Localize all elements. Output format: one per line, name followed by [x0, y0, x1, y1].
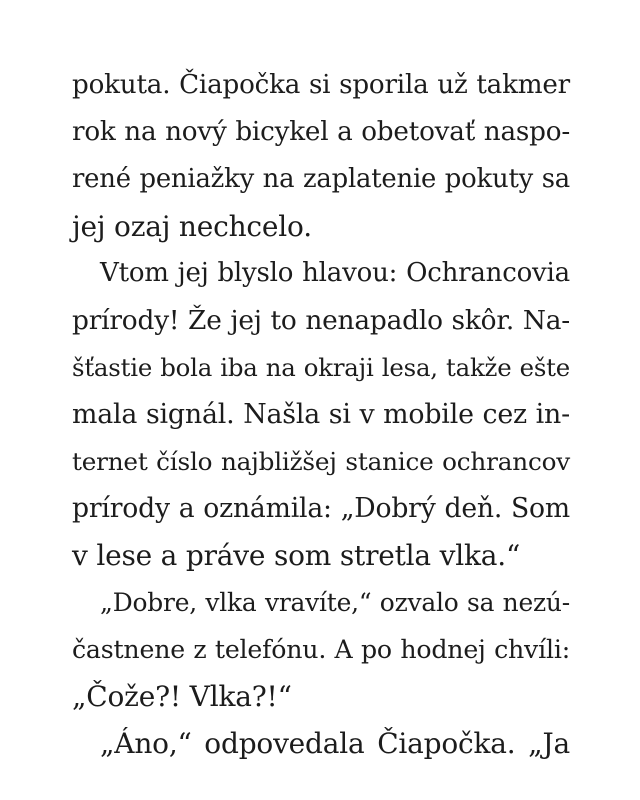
text-line: častnene z telefónu. A po hodnej chvíli: [72, 635, 570, 664]
text-line: ternet číslo najbližšej stanice ochrancov [72, 447, 570, 476]
text-line: Vtom jej blyslo hlavou: Ochrancovia [100, 258, 570, 288]
text-line: rok na nový bicykel a obetovať naspo- [72, 117, 570, 147]
text-line: šťastie bola iba na okraji lesa, takže ešte [72, 353, 570, 382]
text-line: jej ozaj nechcelo. [72, 210, 312, 243]
text-line: „Dobre, vlka vravíte,“ ozvalo sa nezú- [100, 588, 570, 617]
text-line: prírody a oznámila: „Dobrý deň. Som [72, 493, 570, 524]
text-line: rené peniažky na zaplatenie pokuty sa [72, 164, 570, 194]
text-line: prírody! Že jej to nenapadlo skôr. Na- [72, 305, 570, 336]
text-line: pokuta. Čiapočka si sporila už takmer [72, 70, 570, 100]
text-line: „Áno,“ odpovedala Čiapočka. „Ja [100, 727, 570, 760]
text-line: mala signál. Našla si v mobile cez in- [72, 399, 570, 430]
body-text [72, 62, 570, 767]
text-line: „Čože?! Vlka?!“ [72, 680, 292, 713]
text-line: v lese a práve som stretla vlka.“ [72, 539, 521, 572]
